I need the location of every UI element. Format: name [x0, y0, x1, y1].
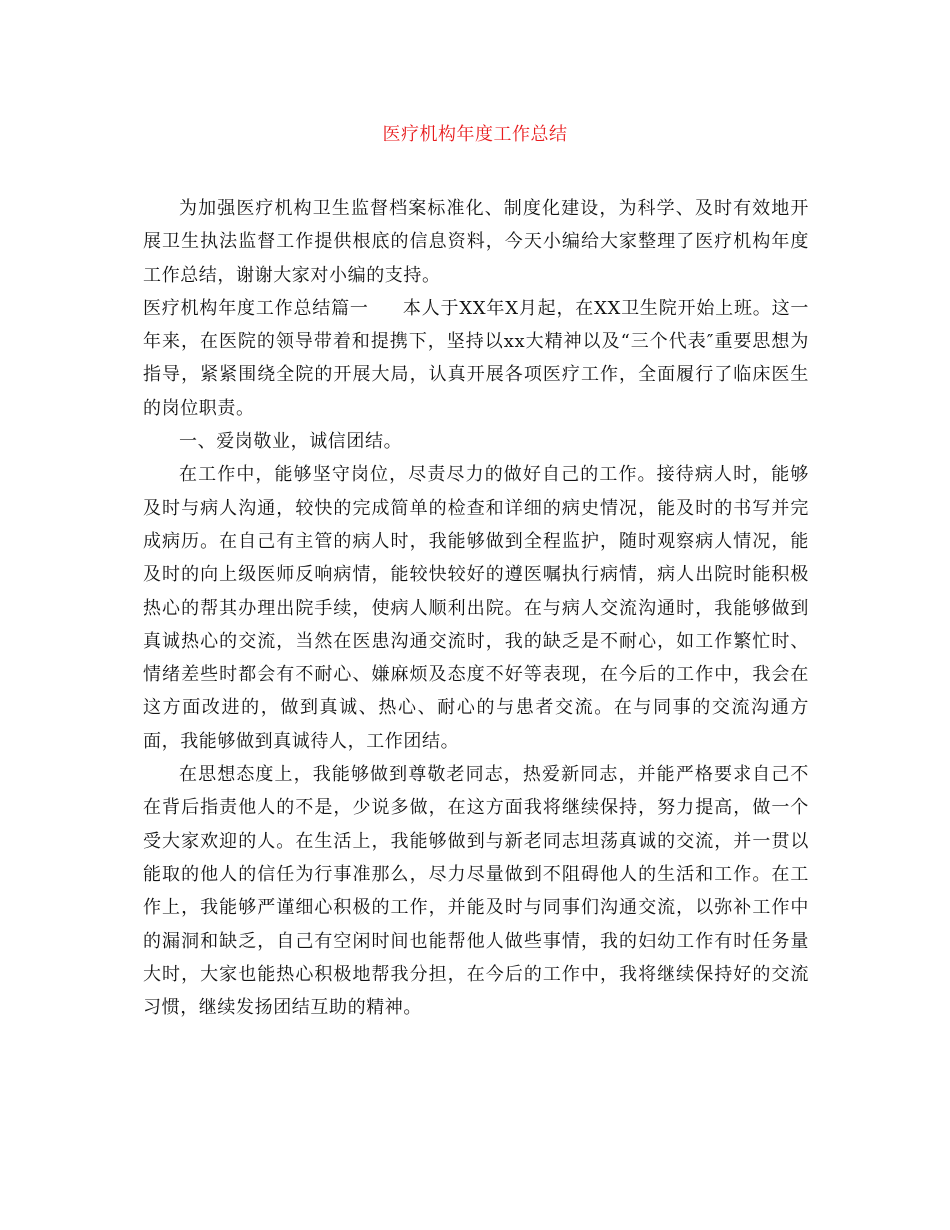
- attitude-paragraph: 在思想态度上，我能够做到尊敬老同志，热爱新同志，并能严格要求自己不在背后指责他人的不是，少说多做，在这方面我将继续保持，努力提高，做一个受大家欢迎的人。在生活上，我能够做到与新老同志坦荡真诚的交流，并一贯以能取的他人的信任为行事准那么，尽力尽量做到不阻碍他人的生活和工作。在工作上，我能够严谨细心积极的工作，并能及时与同事们沟通交流，以弥补工作中的漏洞和缺乏，自己有空闲时间也能帮他人做些事情，我的妇幼工作有时任务量大时，大家也能热心积极地帮我分担，在今后的工作中，我将继续保持好的交流习惯，继续发扬团结互助的精神。: [143, 764, 809, 1019]
- document-title: 医疗机构年度工作总结: [382, 124, 568, 145]
- section-label: 医疗机构年度工作总结篇一: [143, 297, 369, 319]
- section-lead-text: 本人于XX年X月起，在XX卫生院开始上班。这一年来，在医院的领导带着和提携下，坚持以xx大精神以及“三个代表″重要思想为指导，紧紧围绕全院的开展大局，认真开展各项医疗工作，全面履行了临床医生的岗位职责。: [143, 297, 809, 419]
- intro-paragraph: 为加强医疗机构卫生监督档案标准化、制度化建设，为科学、及时有效地开展卫生执法监督工作提供根底的信息资料，今天小编给大家整理了医疗机构年度工作总结，谢谢大家对小编的支持。: [143, 198, 809, 286]
- section-one-paragraph: [143, 292, 809, 425]
- heading-love-work: 一、爱岗敬业，诚信团结。: [179, 431, 403, 453]
- document-body: [143, 192, 809, 1024]
- work-paragraph: 在工作中，能够坚守岗位，尽责尽力的做好自己的工作。接待病人时，能够及时与病人沟通，较快的完成简单的检查和详细的病史情况，能及时的书写并完成病历。在自己有主管的病人时，我能够做到全程监护，随时观察病人情况，能及时的向上级医师反响病情，能较快较好的遵医嘱执行病情，病人出院时能积极热心的帮其办理出院手续，使病人顺利出院。在与病人交流沟通时，我能够做到真诚热心的交流，当然在医患沟通交流时，我的缺乏是不耐心，如工作繁忙时、情绪差些时都会有不耐心、嫌麻烦及态度不好等表现，在今后的工作中，我会在这方面改进的，做到真诚、热心、耐心的与患者交流。在与同事的交流沟通方面，我能够做到真诚待人，工作团结。: [143, 464, 809, 752]
